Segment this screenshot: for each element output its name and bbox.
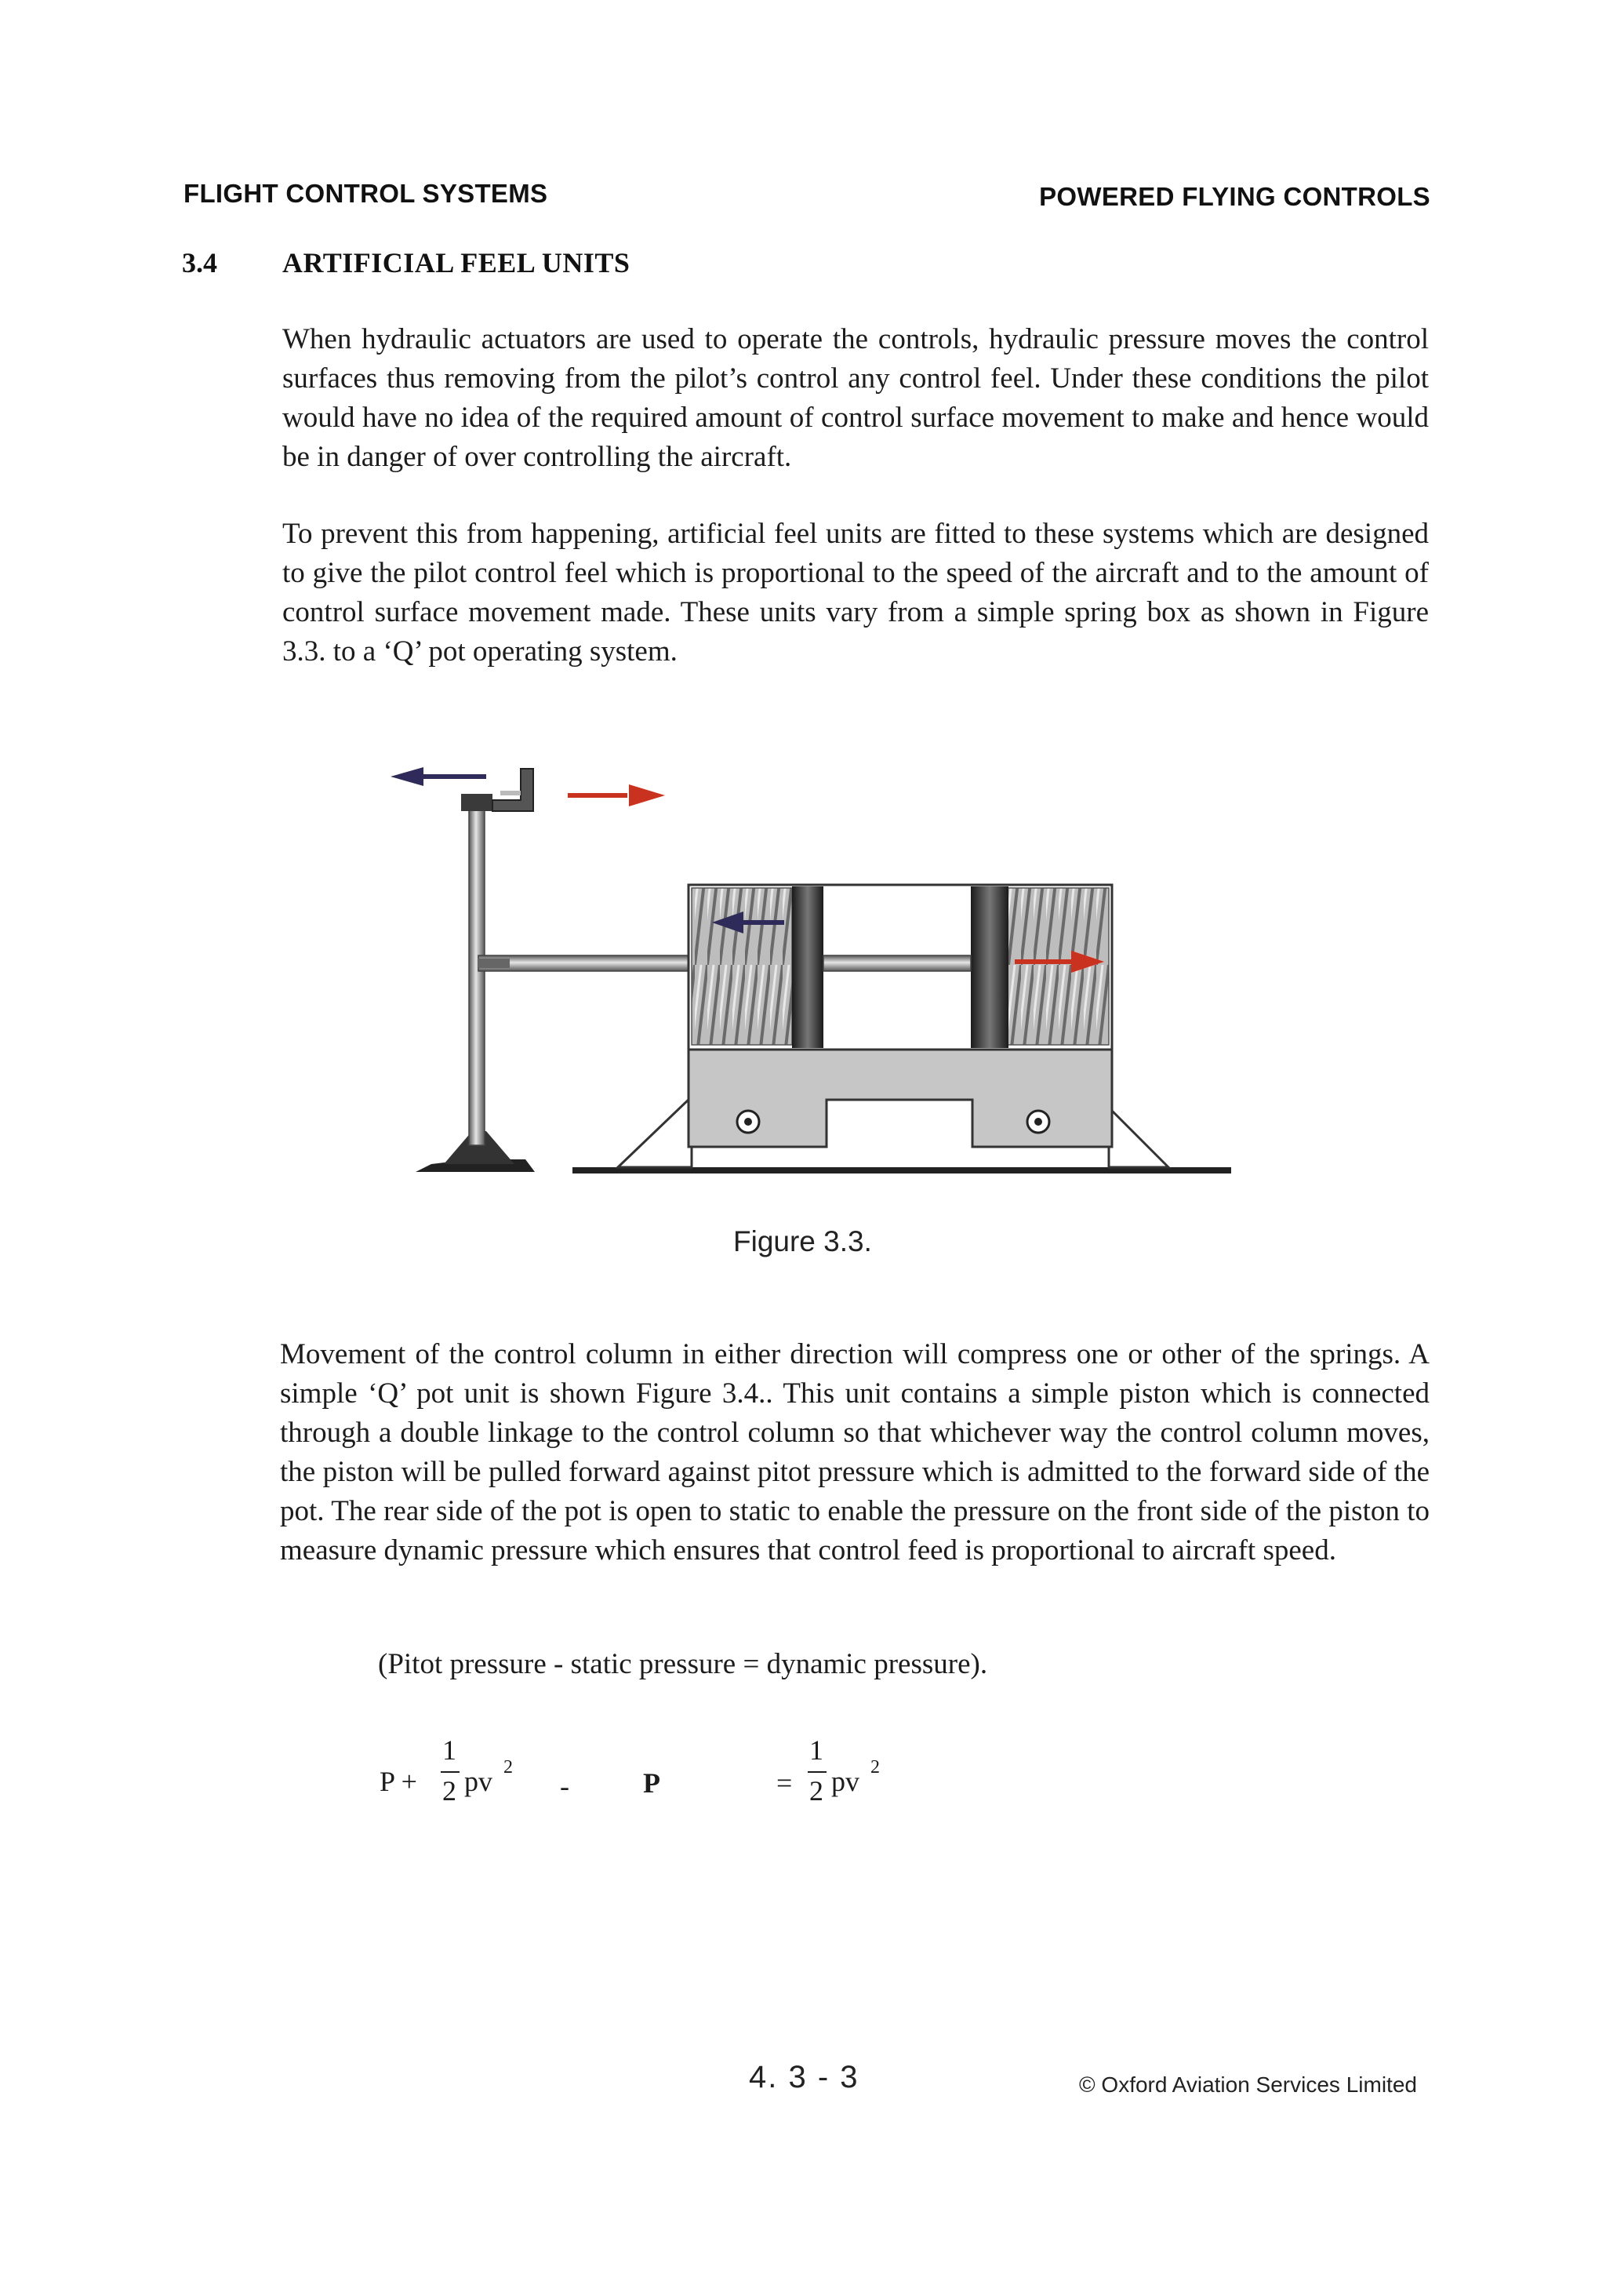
- formula-term-1: pv: [464, 1766, 492, 1797]
- mount-triangle-right: [1109, 1108, 1168, 1167]
- equation-text: (Pitot pressure - static pressure = dynamic pressure).: [378, 1648, 988, 1680]
- paragraph-3: Movement of the control column in either direction will compress one or other of the springs. A simple ‘Q’ pot unit is shown Figure 3.4.. This unit contains a simple piston which is connected through a double linkage to the control column so that whichever way the control column moves, the piston will be pulled forward against pitot pressure which is admitted to the forward side of the pot. The rear side of the pot is open to static to enable the pressure on the front side of the piston to measure dynamic pressure which ensures that control feed is proportional to aircraft speed.: [280, 1338, 1430, 1566]
- left-spring: [692, 888, 792, 1045]
- left-arrow-icon: [391, 767, 486, 786]
- formula-numerator-2: 1: [809, 1734, 823, 1766]
- formula-equals: =: [776, 1767, 793, 1799]
- section-number: 3.4: [182, 247, 217, 278]
- spring-box-figure: [369, 745, 1255, 1184]
- left-bolt-icon: [737, 1111, 759, 1133]
- right-arrow-icon: [568, 784, 665, 806]
- formula: [380, 1734, 976, 1828]
- formula-exponent-2: 2: [870, 1757, 880, 1777]
- section-title: ARTIFICIAL FEEL UNITS: [282, 247, 630, 278]
- mount-triangle-left: [618, 1097, 692, 1167]
- right-bolt-icon: [1027, 1111, 1049, 1133]
- column-grip: [492, 769, 533, 811]
- header-right: POWERED FLYING CONTROLS: [1039, 182, 1430, 211]
- right-piston: [971, 886, 1008, 1048]
- formula-denominator-2: 2: [809, 1775, 823, 1807]
- formula-lhs-p: P +: [380, 1766, 417, 1797]
- formula-numerator-1: 1: [442, 1734, 456, 1766]
- paragraph-2: To prevent this from happening, artificial feel units are fitted to these systems which are designed to give the pilot control feel which is proportional to the speed of the aircraft and to the amount of control surface movement made. These units vary from a simple spring box as shown in Figure 3.3. to a ‘Q’ pot operating system.: [282, 518, 1429, 668]
- footer-page-number: 4. 3 - 3: [749, 2060, 859, 2094]
- header-left: FLIGHT CONTROL SYSTEMS: [183, 179, 548, 208]
- formula-denominator-1: 2: [442, 1775, 456, 1807]
- formula-static-p: P: [643, 1767, 660, 1799]
- paragraph-1: When hydraulic actuators are used to operate the controls, hydraulic pressure moves the control surfaces thus removing from the pilot’s control any control feel. Under these conditions the pilot would have no idea of the required amount of control surface movement to make and hence would be in danger of over controlling the aircraft.: [282, 323, 1429, 473]
- control-column: [469, 800, 485, 1145]
- formula-term-2: pv: [831, 1766, 859, 1797]
- right-spring: [1007, 888, 1109, 1045]
- left-piston: [792, 886, 823, 1048]
- column-handle-stem: [461, 794, 492, 811]
- formula-minus: -: [560, 1770, 569, 1802]
- formula-exponent-1: 2: [503, 1757, 513, 1777]
- footer-copyright: © Oxford Aviation Services Limited: [1079, 2072, 1417, 2097]
- figure-caption: Figure 3.3.: [733, 1225, 872, 1257]
